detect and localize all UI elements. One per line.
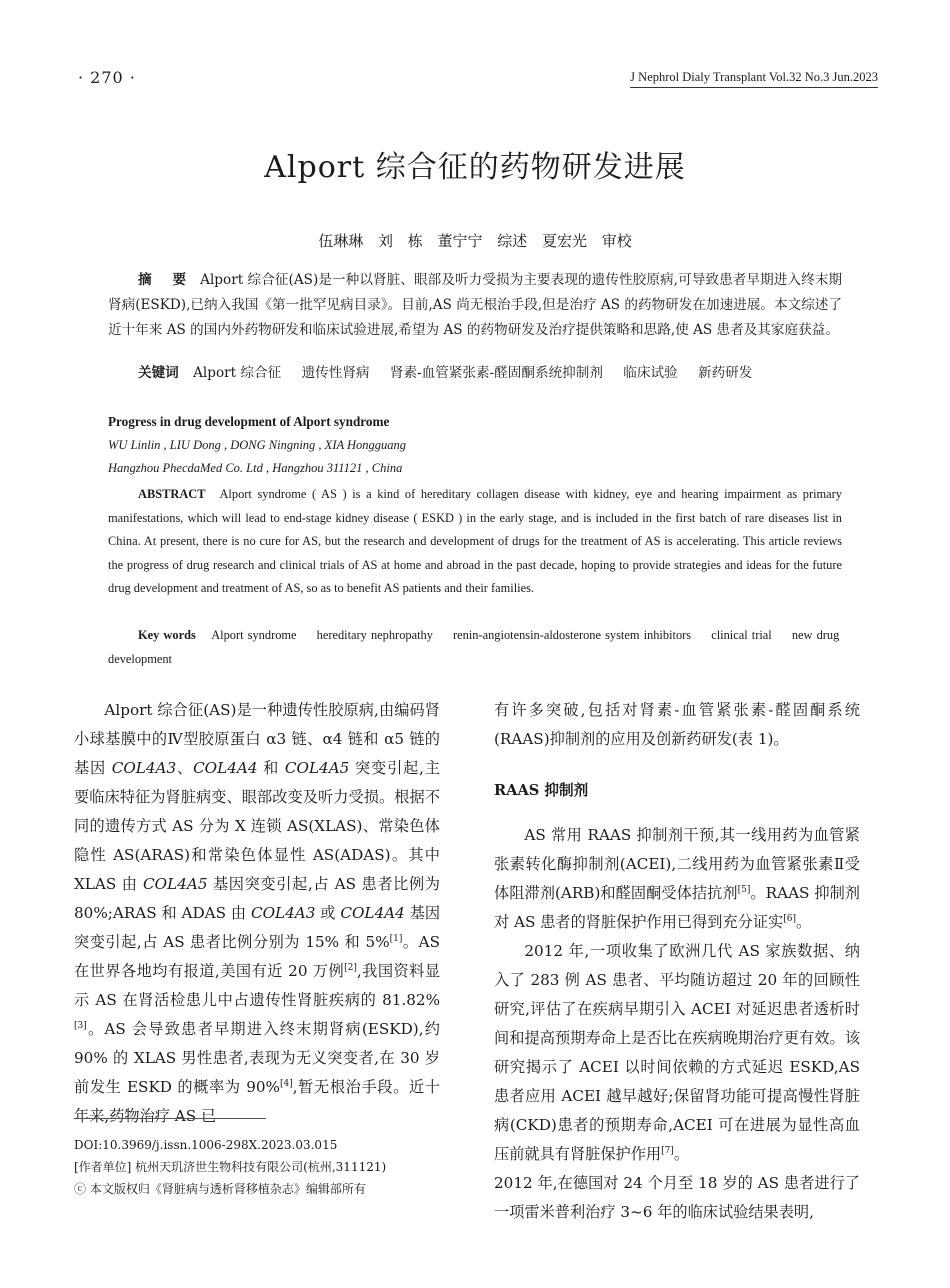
english-keyword: new drug development: [108, 628, 840, 666]
english-keyword: hereditary nephropathy: [316, 628, 433, 642]
body-left-column: [74, 696, 440, 1131]
chinese-keywords: [138, 362, 842, 384]
body-right-column: [494, 696, 860, 1227]
copyright: ⓒ 本文版权归《肾脏病与透析肾移植杂志》编辑部所有: [74, 1182, 366, 1196]
body-paragraph: 2012 年,在德国对 24 个月至 18 岁的 AS 患者进行了一项雷米普利治疗 3~6 年的临床试验结果表明,: [494, 1174, 860, 1221]
body-paragraph: Alport 综合征(AS)是一种遗传性胶原病,由编码肾小球基膜中的Ⅳ型胶原蛋白 α3 链、α4 链和 α5 链的基因 COL4A3、COL4A4 和 COL4A5 突变引起,主要临床特征为肾脏病变、眼部改变及听力受损。根据不同的遗传方式 AS 分为 X 连锁 AS(XLAS)、常染色体隐性 AS(ARAS)和常染色体显性 AS(ADAS)。其中 XLAS 由 COL4A5 基因突变引起,占 AS 患者比例为 80%;ARAS 和 ADAS 由 COL4A3 或 COL4A4 基因突变引起,占 AS 患者比例分别为 15% 和 5%[1]。AS 在世界各地均有报道,美国有近 20 万例[2],我国资料显示 AS 在肾活检患儿中占遗传性肾脏疾病的 81.82%[3]。AS 会导致患者早期进入终末期肾病(ESKD),约 90% 的 XLAS 男性患者,表现为无义突变者,在 30 岁前发生 ESKD 的概率为 90%[4],暂无根治手段。近十年来,药物治疗 AS 已: [74, 701, 441, 1125]
citation: [1]: [389, 933, 403, 944]
citation: [7]: [661, 1145, 674, 1156]
body-paragraph: 有许多突破,包括对肾素-血管紧张素-醛固酮系统(RAAS)抑制剂的应用及创新药研发(表 1)。: [494, 701, 860, 748]
english-abstract: [108, 483, 842, 601]
footnotes: [74, 1134, 454, 1200]
section-heading: RAAS 抑制剂: [494, 782, 589, 799]
keyword: 新药研发: [697, 365, 753, 381]
keyword: Alport 综合征: [193, 365, 282, 381]
english-keyword: Alport syndrome: [211, 628, 297, 642]
english-keywords: [108, 624, 842, 671]
citation: [3]: [74, 1020, 87, 1031]
english-authors: WU Linlin , LIU Dong , DONG Ningning , XIA Hongguang: [108, 438, 407, 452]
english-keyword: clinical trial: [711, 628, 772, 642]
abstract-text: Alport 综合征(AS)是一种以肾脏、眼部及听力受损为主要表现的遗传性胶原病,可导致患者早期进入终末期肾病(ESKD),已纳入我国《第一批罕见病目录》。目前,AS 尚无根治手段,但是治疗 AS 的药物研发在加速进展。本文综述了近十年来 AS 的国内外药物研发和临床试验进展,希望为 AS 的药物研发及治疗提供策略和思路,使 AS 患者及其家庭获益。: [108, 272, 842, 338]
english-affiliation: Hangzhou PhecdaMed Co. Ltd , Hangzhou 311121 , China: [108, 461, 403, 475]
citation: [2]: [344, 962, 357, 973]
english-title: Progress in drug development of Alport syndrome: [108, 414, 390, 429]
chinese-abstract: [108, 268, 842, 343]
english-abstract-label: ABSTRACT: [138, 487, 206, 501]
article-title: Alport 综合征的药物研发进展: [264, 150, 686, 185]
english-keywords-label: Key words: [138, 628, 196, 642]
citation: [4]: [279, 1078, 293, 1089]
citation: [5]: [737, 884, 751, 895]
body-paragraph: 2012 年,一项收集了欧洲几代 AS 家族数据、纳入了 283 例 AS 患者、平均随访超过 20 年的回顾性研究,评估了在疾病早期引入 ACEI 对延迟患者透析时间和提高预期寿命上是否比在疾病晚期治疗更有效。该研究揭示了 ACEI 以时间依赖的方式延迟 ESKD,AS 患者应用 ACEI 越早越好;保留肾功能可提高慢性肾脏病(CKD)患者的预期寿命,ACEI 可在进展为显性高血压前就具有肾脏保护作用[7]。: [494, 942, 860, 1163]
page-number: · 270 ·: [78, 68, 136, 87]
citation: [6]: [783, 913, 796, 924]
english-keyword: renin-angiotensin-aldosterone system inhibitors: [453, 628, 692, 642]
doi: DOI:10.3969/j.issn.1006-298X.2023.03.015: [74, 1138, 338, 1152]
keywords-label: 关键词: [138, 365, 179, 381]
abstract-label: 摘 要: [138, 272, 195, 288]
keyword: 临床试验: [623, 365, 678, 381]
keyword: 遗传性肾病: [301, 365, 370, 381]
footnote-rule: [74, 1118, 266, 1119]
english-abstract-text: Alport syndrome ( AS ) is a kind of hereditary collagen disease with kidney, eye and hearing impairment as primary manifestations, which will lead to end-stage kidney disease ( ESKD ) in the early stage, and is included in the first batch of rare diseases list in China. At present, there is no cure for AS, but the research and development of drugs for the treatment of AS is accelerating. This article reviews the progress of drug research and clinical trials of AS at home and abroad in the past decade, hoping to provide strategies and ideas for the future drug development and treatment of AS, so as to benefit AS patients and their families.: [108, 487, 842, 596]
journal-header: J Nephrol Dialy Transplant Vol.32 No.3 Jun.2023: [630, 70, 878, 88]
article-authors: 伍琳琳 刘 栋 董宁宁 综述 夏宏光 审校: [318, 232, 632, 250]
body-paragraph: AS 常用 RAAS 抑制剂干预,其一线用药为血管紧张素转化酶抑制剂(ACEI),二线用药为血管紧张素Ⅱ受体阻滞剂(ARB)和醛固酮受体拮抗剂[5]。RAAS 抑制剂对 AS 患者的肾脏保护作用已得到充分证实[6]。: [494, 826, 860, 931]
keyword: 肾素-血管紧张素-醛固酮系统抑制剂: [389, 365, 603, 381]
author-unit: [作者单位] 杭州天玑济世生物科技有限公司(杭州,311121): [74, 1160, 387, 1174]
